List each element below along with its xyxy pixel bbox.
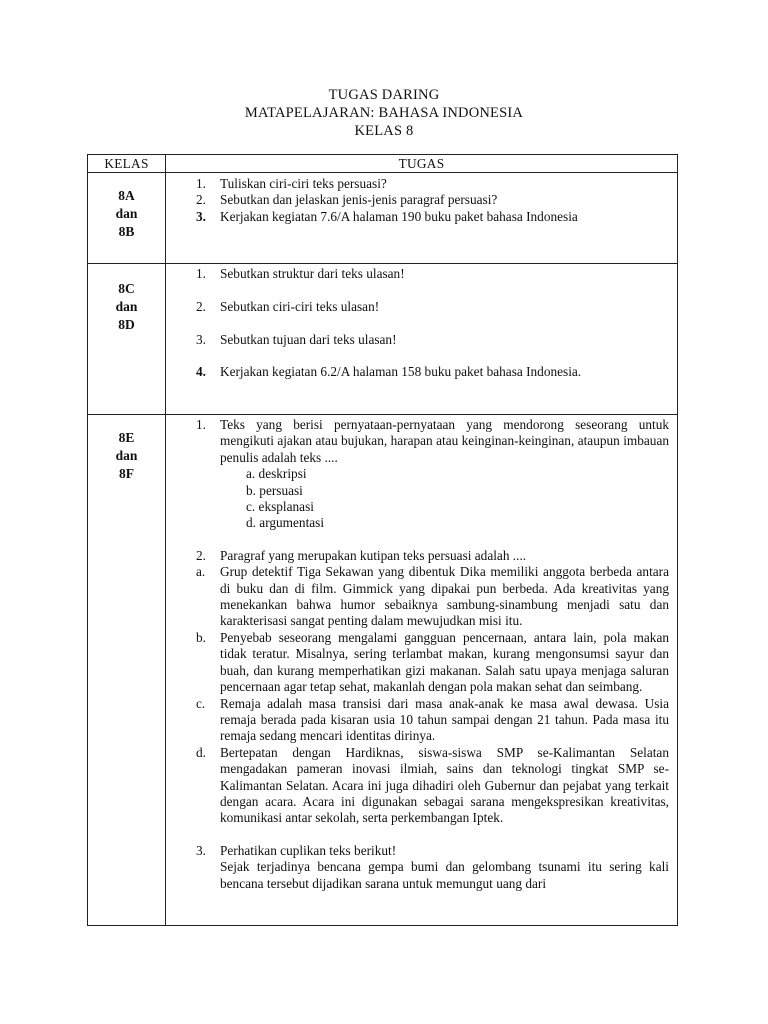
- answer-option: [196, 564, 669, 630]
- question-item: [196, 843, 669, 892]
- kelas-conjunction: dan: [115, 206, 138, 221]
- question-number: 1.: [196, 417, 206, 432]
- kelas-label: 8B: [118, 224, 135, 239]
- task-item: [196, 364, 669, 380]
- task-text: Kerjakan kegiatan 6.2/A halaman 158 buku paket bahasa Indonesia.: [220, 364, 582, 380]
- option-letter: b.: [196, 629, 206, 645]
- task-text: Sebutkan struktur dari teks ulasan!: [220, 266, 405, 281]
- task-text: Sebutkan tujuan dari teks ulasan!: [220, 331, 397, 347]
- kelas-cell: [88, 173, 166, 264]
- answer-option: [196, 630, 669, 696]
- option-text: Penyebab seseorang mengalami gangguan pencernaan, antara lain, pola makan tidak teratur. Misalnya, sering terlambat makan, kurang mengonsumsi sayur dan buah, dan kurang memperhatikan gizi makanan. Salah satu upaya menjaga saluran pencernaan agar tetap sehat, makanlah dengan pola makan sehat dan seimbang.: [220, 629, 669, 695]
- table-row: [88, 264, 678, 415]
- kelas-cell: [88, 264, 166, 415]
- answer-option: [196, 696, 669, 745]
- task-item: [196, 192, 669, 208]
- kelas-label: 8F: [119, 466, 134, 481]
- kelas-label: 8A: [118, 188, 135, 203]
- task-number: 2.: [196, 298, 206, 314]
- task-list: [196, 266, 669, 381]
- option-text: Remaja adalah masa transisi dari masa anak-anak ke masa awal dewasa. Usia remaja berada pada kisaran usia 10 tahun sampai dengan 21 tahun. Pada masa itu remaja sedang mencari identitas dirinya.: [220, 695, 669, 744]
- header-tugas: TUGAS: [166, 155, 678, 173]
- kelas-label: 8C: [118, 281, 135, 296]
- task-item: [196, 266, 669, 282]
- question-number: 2.: [196, 547, 206, 563]
- kelas-cell: [88, 415, 166, 926]
- question-number: 3.: [196, 842, 206, 858]
- excerpt-text: Sejak terjadinya bencana gempa bumi dan gelombang tsunami itu sering kali bencana tersebut dijadikan sarana untuk memungut uang dari: [220, 859, 669, 891]
- kelas-label: 8E: [118, 430, 135, 445]
- answer-option: [196, 745, 669, 827]
- subject-line: MATAPELAJARAN: BAHASA INDONESIA: [244, 105, 524, 121]
- answer-option: a. deskripsi: [246, 466, 307, 482]
- option-text: Bertepatan dengan Hardiknas, siswa-siswa SMP se-Kalimantan Selatan mengadakan pameran inovasi ilmiah, sains dan teknologi tingkat SMP se-Kalimantan Selatan. Acara ini juga dihadiri oleh Gubernur dan pejabat yang terkait dengan acara. Acara ini digunakan sebagai sarana mengekspresikan kreativitas, komunikasi antar sekolah, serta perkembangan Iptek.: [220, 744, 669, 826]
- task-number: 2.: [196, 192, 206, 208]
- task-text: Sebutkan dan jelaskan jenis-jenis paragraf persuasi?: [220, 192, 498, 208]
- task-number: 1.: [196, 176, 206, 191]
- option-letter: d.: [196, 744, 206, 760]
- task-item: [196, 176, 669, 192]
- task-cell: [166, 264, 678, 415]
- question-text: Teks yang berisi pernyataan-pernyataan yang mendorong seseorang untuk mengikuti ajakan atau bujukan, harapan atau keinginan-keinginan, ataupun imbauan penulis adalah teks ....: [220, 417, 669, 465]
- header-kelas: KELAS: [88, 155, 166, 173]
- question-list: [196, 417, 669, 892]
- answer-option: c. eksplanasi: [246, 499, 314, 515]
- answer-options: [196, 564, 669, 827]
- kelas-label: 8D: [118, 317, 135, 332]
- task-text: Tuliskan ciri-ciri teks persuasi?: [220, 176, 387, 191]
- document-title: TUGAS DARING: [328, 87, 440, 103]
- task-list: [196, 176, 669, 225]
- document-header: [0, 86, 768, 140]
- kelas-conjunction: dan: [115, 448, 138, 463]
- question-text: Paragraf yang merupakan kutipan teks persuasi adalah ....: [220, 547, 527, 563]
- task-text: Kerjakan kegiatan 7.6/A halaman 190 buku paket bahasa Indonesia: [220, 208, 578, 224]
- table-row: [88, 415, 678, 926]
- question-item: [196, 417, 669, 548]
- task-number: 4.: [196, 364, 206, 380]
- task-number: 1.: [196, 266, 206, 281]
- task-number: 3.: [196, 208, 206, 224]
- option-letter: c.: [196, 695, 206, 711]
- task-cell: [166, 415, 678, 926]
- task-text: Sebutkan ciri-ciri teks ulasan!: [220, 298, 380, 314]
- table-header-row: [88, 155, 678, 173]
- answer-option: b. persuasi: [246, 482, 303, 498]
- question-item: [196, 548, 669, 843]
- option-text: Grup detektif Tiga Sekawan yang dibentuk Dika memiliki anggota berbeda antara di buku dan di film. Gimmick yang dipakai pun berbeda. Ada kreativitas yang menekankan bahwa humor sebaiknya sambung-sinambung menjadi satu dan karakterisasi sangat penting dalam mewujudkan misi itu.: [220, 564, 669, 629]
- task-cell: [166, 173, 678, 264]
- assignment-table: [87, 154, 678, 926]
- task-item: [196, 299, 669, 315]
- class-line: KELAS 8: [354, 123, 414, 139]
- option-letter: a.: [196, 564, 206, 580]
- kelas-conjunction: dan: [115, 299, 138, 314]
- task-item: [196, 209, 669, 225]
- table-row: [88, 173, 678, 264]
- task-item: [196, 332, 669, 348]
- answer-option: d. argumentasi: [246, 515, 325, 531]
- answer-options: [220, 466, 669, 532]
- task-number: 3.: [196, 331, 206, 347]
- question-text: Perhatikan cuplikan teks berikut!: [220, 842, 397, 858]
